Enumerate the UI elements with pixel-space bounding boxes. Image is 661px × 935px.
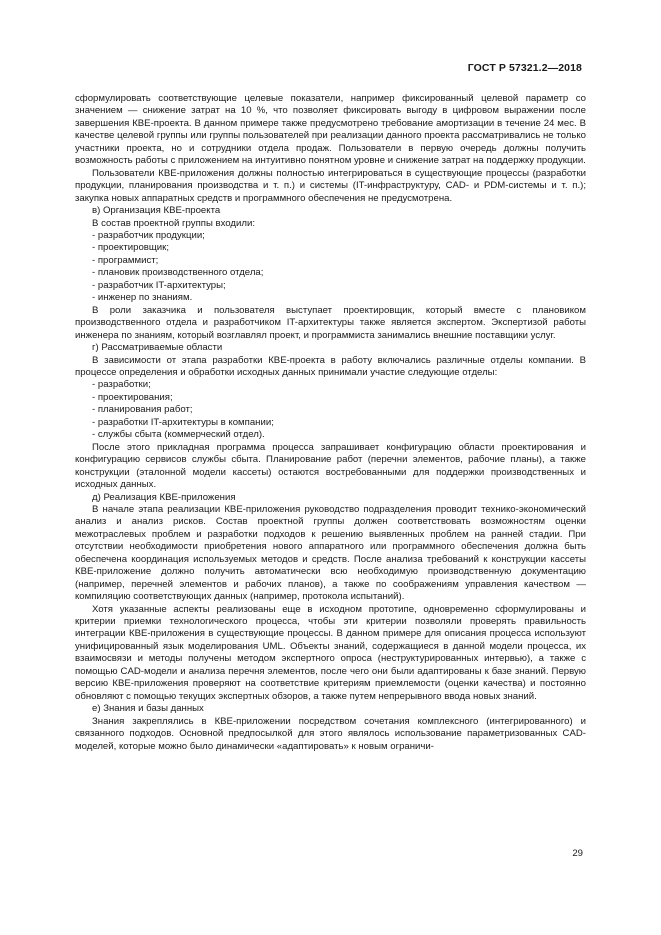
paragraph: в) Организация КВЕ-проекта (92, 205, 221, 217)
list-item: - разработчик продукции; (92, 229, 205, 241)
paragraph: е) Знания и базы данных (92, 703, 204, 715)
list-item: - программист; (92, 254, 159, 266)
paragraph: г) Рассматриваемые области (92, 342, 223, 354)
document-body (75, 93, 586, 753)
list-item: - разработчик IT-архитектуры; (92, 279, 226, 291)
paragraph: После этого прикладная программа процесса запрашивает конфигурацию области проектирования и конфигурацию сервисов службы сбыта. Планирование работ (перечни элементов, рабочие планы), а также конструкции (эталонной модели кассеты) остаются востребованными для поддержки производственных и исходных данных. (75, 441, 586, 491)
list-item: - планирования работ; (92, 404, 193, 416)
paragraph: В начале этапа реализации КВЕ-приложения руководство подразделения проводит технико-экономический анализ и анализ рисков. Состав проектной группы должен соответствовать возможностям оценки межотраслевых проблем и разработки подходов к решению выявленных проблем на ранней стадии. При отсутствии необходимости приобретения нового аппаратного или программного обеспечения должна быть обеспечена координация используемых методов и средств. После анализа требований к конструкции кассеты КВЕ-приложение должно получить автоматически всю необходимую производственную документацию (например, перечней элементов и рабочих планов), а также по соображениям управления качеством — компиляцию соответствующих данных (например, протокола испытаний). (75, 503, 586, 603)
list-item: - разработки; (92, 379, 151, 391)
list-item: - разработки IT-архитектуры в компании; (92, 416, 274, 428)
paragraph: В зависимости от этапа разработки КВЕ-проекта в работу включались различные отделы компании. В процессе определения и обработки исходных данных принимали участие следующие отделы: (75, 354, 586, 378)
paragraph: В состав проектной группы входили: (92, 217, 256, 229)
list-item: - плановик производственного отдела; (92, 267, 264, 279)
list-item: - службы сбыта (коммерческий отдел). (92, 429, 265, 441)
paragraph: В роли заказчика и пользователя выступает проектировщик, который вместе с плановиком производственного отдела и разработчиком IT-архитектуры также является экспертом. Экспертизой работы инженера по знаниям, который возглавлял проект, и программиста занимались внешние поставщики услуг. (75, 304, 586, 341)
list-item: - инженер по знаниям. (92, 292, 193, 304)
document-header-standard: ГОСТ Р 57321.2—2018 (467, 62, 582, 74)
paragraph: д) Реализация КВЕ-приложения (92, 491, 236, 503)
list-item: - проектировщик; (92, 242, 170, 254)
page-number: 29 (572, 848, 583, 859)
paragraph: Хотя указанные аспекты реализованы еще в исходном прототипе, одновременно сформулированы и критерии приемки технологического процесса, чтобы эти критерии позволяли проверять правильность интеграции КВЕ-приложения в существующие процессы. В данном примере для описания процесса используют унифицированный язык моделирования UML. Объекты знаний, содержащиеся в данной модели процесса, их взаимосвязи и методы получены методом экспертного опроса (неструктурированных интервью), а также с помощью CAD-модели и анализа перечня элементов, после чего они были адаптированы к базе знаний. Первую версию КВЕ-приложения проверяют на соответствие критериям приемлемости (оценки качества) и постоянно обновляют с помощью текущих экспертных обзоров, а также путем непрерывного ввода новых знаний. (75, 603, 586, 702)
list-item: - проектирования; (92, 391, 173, 403)
paragraph: Знания закреплялись в КВЕ-приложении посредством сочетания комплексного (интегрированного) и связанного подходов. Основной предпосылкой для этого являлось использование параметризованных CAD-моделей, которые можно было динамически «адаптировать» к новым ограничи- (75, 715, 586, 752)
paragraph: Пользователи КВЕ-приложения должны полностью интегрироваться в существующие процессы (разработки продукции, планирования производства и т. п.) и системы (IT-инфраструктуру, CAD- и PDM-системы и т. п.); закупка новых аппаратных средств и программного обеспечения не предусмотрена. (75, 167, 586, 204)
paragraph: сформулировать соответствующие целевые показатели, например фиксированный целевой параметр со значением — снижение затрат на 10 %, что позволяет фиксировать выгоду в цифровом выражении после завершения КВЕ-проекта. В данном примере также предусмотрено требование амортизации в течение 24 мес. В качестве целевой группы или группы пользователей при реализации данного проекта рассматривались не только участники проекта, но и сотрудники отдела продаж. Пользователи в первую очередь должны получить возможность работы с приложением на интуитивно понятном уровне и снижение затрат на поддержку продукции. (75, 93, 586, 167)
